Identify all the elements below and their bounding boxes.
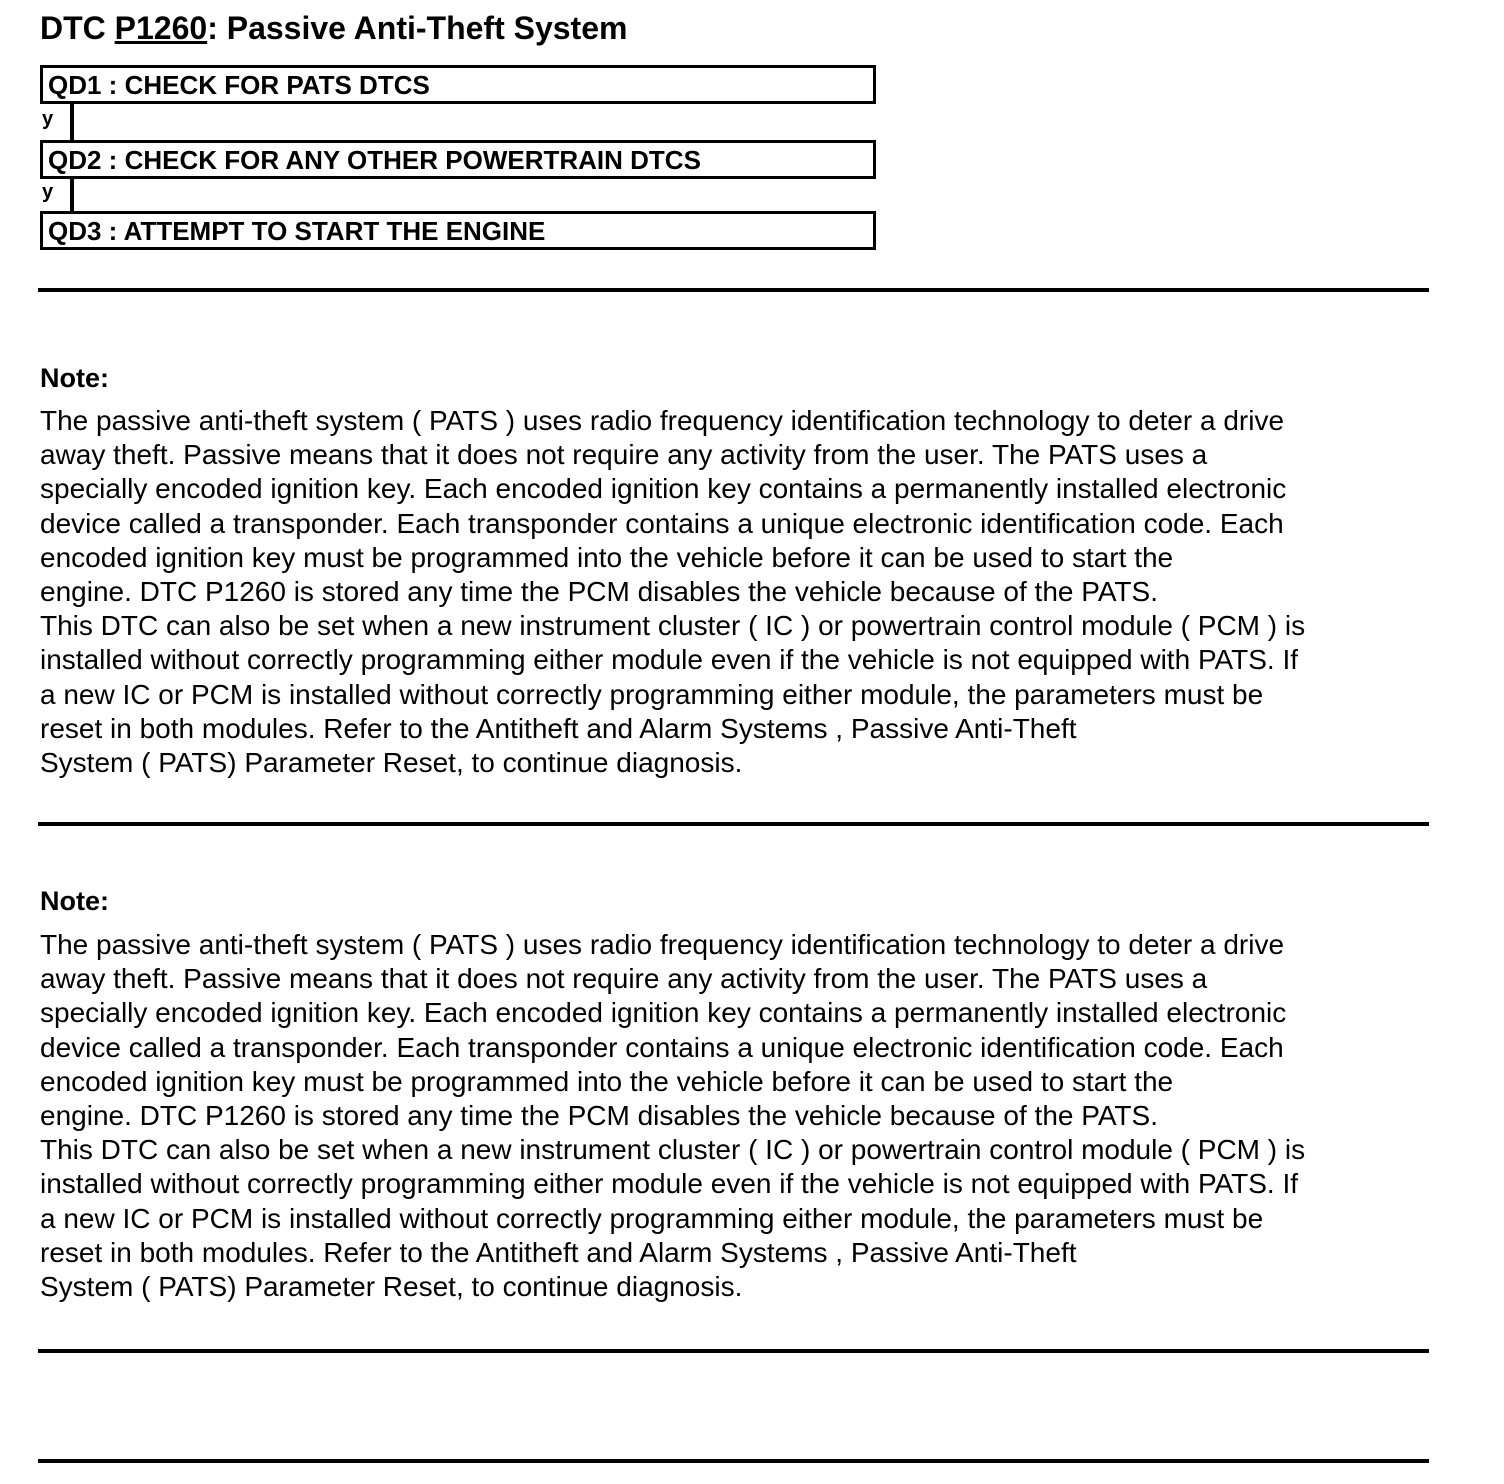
note-line: device called a transponder. Each transponder contains a unique electronic identification code. Each	[40, 1031, 1284, 1063]
note-body	[40, 928, 1440, 1304]
connector-yes-label: y	[42, 108, 54, 130]
flowchart-connector	[70, 104, 74, 141]
step-label: QD3 : ATTEMPT TO START THE ENGINE	[48, 216, 546, 246]
note-line: The passive anti-theft system ( PATS ) uses radio frequency identification technology to deter a drive	[40, 929, 1285, 960]
flowchart-step-qd1[interactable]	[40, 65, 876, 104]
note-heading: Note:	[40, 363, 109, 393]
step-label: QD2 : CHECK FOR ANY OTHER POWERTRAIN DTCS	[48, 145, 701, 175]
note-line: This DTC can also be set when a new instrument cluster ( IC ) or powertrain control module ( PCM ) is	[40, 610, 1306, 642]
note-line: installed without correctly programming either module even if the vehicle is not equipped with PATS. If	[40, 644, 1299, 676]
note-line: System ( PATS) Parameter Reset, to continue diagnosis.	[40, 1271, 743, 1303]
note-line: installed without correctly programming either module even if the vehicle is not equipped with PATS. If	[40, 1168, 1299, 1200]
dtc-code-link[interactable]: P1260	[114, 10, 208, 46]
note-line: specially encoded ignition key. Each encoded ignition key contains a permanently installed electronic	[40, 997, 1287, 1029]
note-line: encoded ignition key must be programmed into the vehicle before it can be used to start the	[40, 1065, 1174, 1097]
note-line: The passive anti-theft system ( PATS ) uses radio frequency identification technology to deter a drive	[40, 405, 1285, 436]
note-line: away theft. Passive means that it does not require any activity from the user. The PATS uses a	[40, 439, 1208, 471]
flowchart-step-qd2[interactable]	[40, 140, 876, 179]
section-divider	[38, 822, 1429, 826]
note-line: a new IC or PCM is installed without correctly programming either module, the parameters must be	[40, 1202, 1264, 1234]
flowchart-step-qd3[interactable]	[40, 211, 876, 250]
note-line: System ( PATS) Parameter Reset, to continue diagnosis.	[40, 747, 743, 779]
title-prefix: DTC	[40, 10, 115, 46]
flowchart-connector	[70, 179, 74, 212]
note-line: a new IC or PCM is installed without correctly programming either module, the parameters must be	[40, 678, 1264, 710]
section-divider	[38, 1349, 1429, 1353]
note-line: device called a transponder. Each transponder contains a unique electronic identification code. Each	[40, 507, 1284, 539]
section-divider	[38, 288, 1429, 292]
note-body	[40, 404, 1440, 780]
note-line: This DTC can also be set when a new instrument cluster ( IC ) or powertrain control module ( PCM ) is	[40, 1134, 1306, 1166]
section-divider	[38, 1459, 1429, 1463]
note-heading: Note:	[40, 886, 109, 916]
note-line: engine. DTC P1260 is stored any time the PCM disables the vehicle because of the PATS.	[40, 576, 1158, 608]
title-suffix: : Passive Anti-Theft System	[207, 10, 628, 46]
note-line: away theft. Passive means that it does not require any activity from the user. The PATS uses a	[40, 963, 1208, 995]
note-line: reset in both modules. Refer to the Antitheft and Alarm Systems , Passive Anti-Theft	[40, 712, 1077, 744]
step-label: QD1 : CHECK FOR PATS DTCS	[48, 70, 430, 100]
note-line: encoded ignition key must be programmed into the vehicle before it can be used to start the	[40, 541, 1174, 573]
connector-yes-label: y	[42, 181, 54, 203]
note-line: specially encoded ignition key. Each encoded ignition key contains a permanently installed electronic	[40, 473, 1287, 505]
note-line: engine. DTC P1260 is stored any time the PCM disables the vehicle because of the PATS.	[40, 1100, 1158, 1132]
note-line: reset in both modules. Refer to the Antitheft and Alarm Systems , Passive Anti-Theft	[40, 1236, 1077, 1268]
page-title	[40, 8, 627, 48]
